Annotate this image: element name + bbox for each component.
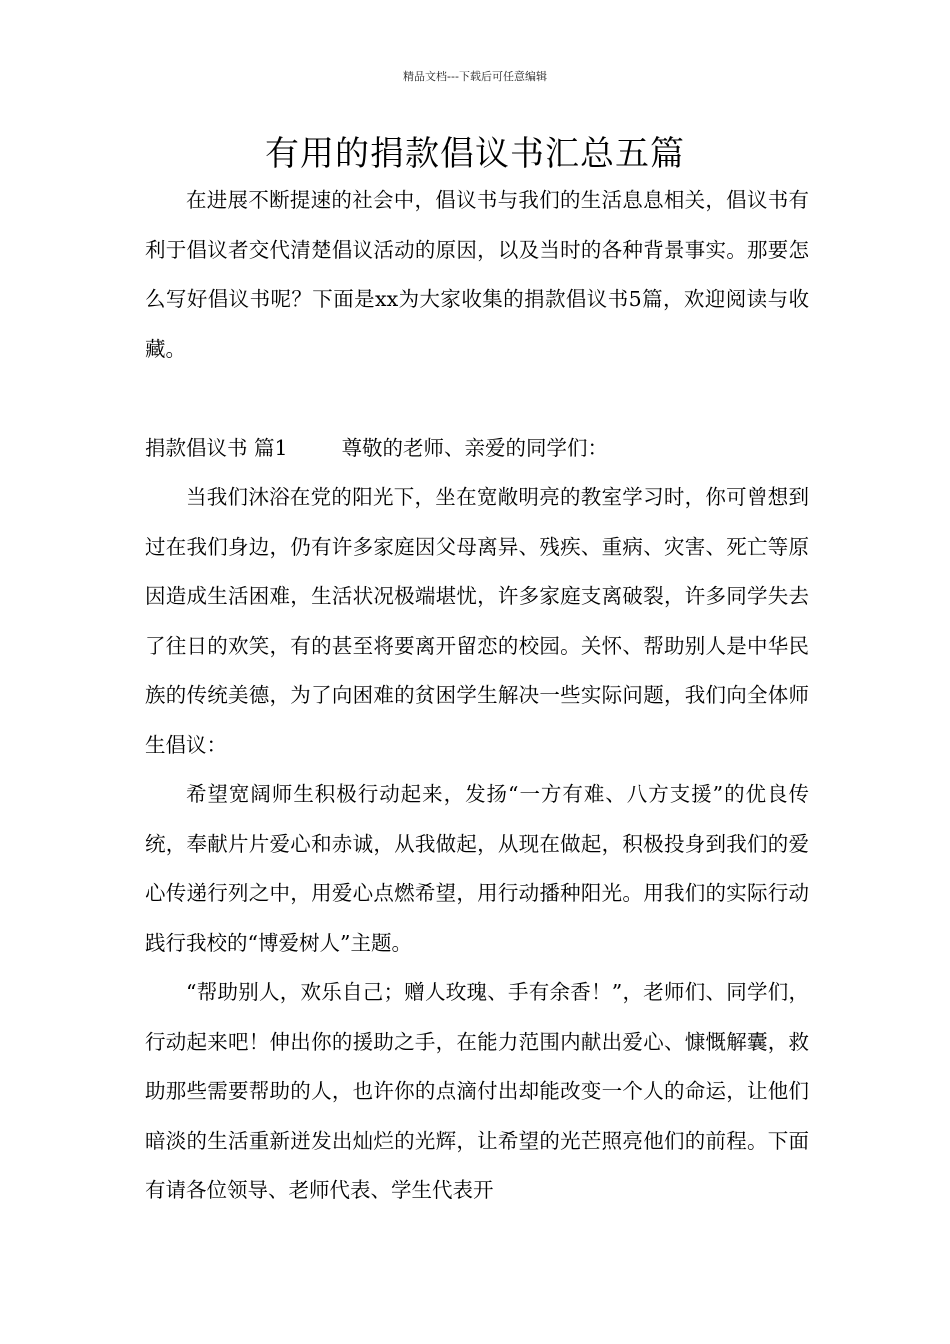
- intro-paragraph: 在进展不断提速的社会中，倡议书与我们的生活息息相关，倡议书有利于倡议者交代清楚倡议活动的原因，以及当时的各种背景事实。那要怎么写好倡议书呢？下面是xx为大家收集的捐款倡议书5篇，欢迎阅读与收藏。: [145, 188, 809, 361]
- document-title: 有用的捐款倡议书汇总五篇: [265, 134, 685, 174]
- header-note: 精品文档---下载后可任意编辑: [403, 70, 547, 83]
- blank-line: [145, 374, 809, 424]
- salutation: 尊敬的老师、亲爱的同学们：: [341, 435, 609, 460]
- section-heading: 捐款倡议书 篇1: [145, 435, 288, 460]
- body-paragraph: “帮助别人，欢乐自己；赠人玫瑰、手有余香！”，老师们、同学们，行动起来吧！伸出你的援助之手，在能力范围内献出爱心、慷慨解囊，救助那些需要帮助的人，也许你的点滴付出却能改变一个人的命运，让他们暗淡的生活重新迸发出灿烂的光辉，让希望的光芒照亮他们的前程。下面有请各位领导、老师代表、学生代表开: [145, 980, 809, 1202]
- section-heading-line: [145, 424, 809, 474]
- body-paragraph: 当我们沐浴在党的阳光下，坐在宽敞明亮的教室学习时，你可曾想到过在我们身边，仍有许多家庭因父母离异、残疾、重病、灾害、死亡等原因造成生活困难，生活状况极端堪忧，许多家庭支离破裂，许多同学失去了往日的欢笑，有的甚至将要离开留恋的校园。关怀、帮助别人是中华民族的传统美德，为了向困难的贫困学生解决一些实际问题，我们向全体师生倡议：: [145, 485, 809, 757]
- document-body: [145, 176, 809, 1216]
- body-paragraph: 希望宽阔师生积极行动起来，发扬“一方有难、八方支援”的优良传统，奉献片片爱心和赤诚，从我做起，从现在做起，积极投身到我们的爱心传递行列之中，用爱心点燃希望，用行动播种阳光。用我们的实际行动践行我校的“博爱树人”主题。: [145, 782, 809, 955]
